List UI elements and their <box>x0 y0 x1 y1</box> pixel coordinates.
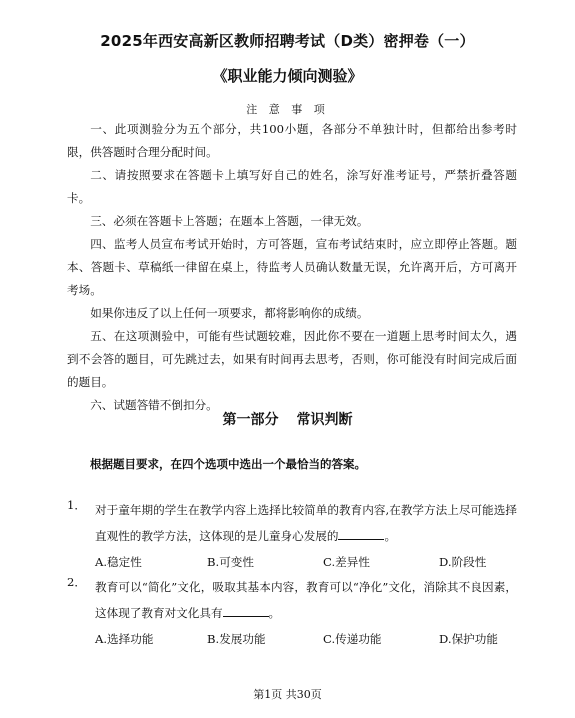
question-item <box>67 574 517 653</box>
section-instruction: 根据题目要求，在四个选项中选出一个最恰当的答案。 <box>90 457 366 471</box>
notice-item: 二、请按照要求在答题卡上填写好自己的姓名，涂写好准考证号，严禁折叠答题卡。 <box>67 168 517 205</box>
section-title <box>0 409 575 429</box>
answer-blank <box>338 527 384 540</box>
section-title-name: 常识判断 <box>296 412 353 428</box>
option-d: D.阶段性 <box>439 555 487 569</box>
option-a: A.选择功能 <box>95 632 154 646</box>
exam-subtitle: 《职业能力倾向测验》 <box>212 67 363 85</box>
question-item <box>67 497 517 576</box>
option-b: B.发展功能 <box>207 632 266 646</box>
exam-title: 2025年西安高新区教师招聘考试（D类）密押卷（一） <box>100 32 475 50</box>
notice-item: 六、试题答错不倒扣分。 <box>90 398 218 412</box>
option-a: A.稳定性 <box>95 555 142 569</box>
question-number: 1． <box>67 498 86 512</box>
option-c: C.差异性 <box>323 555 370 569</box>
section-title-part: 第一部分 <box>222 412 279 428</box>
option-list <box>67 631 517 653</box>
question-text <box>95 574 517 626</box>
question-stem: 教育可以“简化”文化，吸取其基本内容，教育可以“净化”文化，消除其不良因素，这体现了教育对文化具有 <box>95 580 517 620</box>
answer-blank <box>223 604 269 617</box>
page-number: 第1页 共30页 <box>253 688 322 701</box>
notice-item: 四、监考人员宣布考试开始时，方可答题，宣布考试结束时，应立即停止答题。题本、答题卡、草稿纸一律留在桌上，待监考人员确认数量无误，允许离开后，方可离开考场。 <box>67 237 517 297</box>
notice-item: 三、必须在答题卡上答题；在题本上答题，一律无效。 <box>90 214 369 228</box>
notice-heading: 注 意 事 项 <box>246 103 329 116</box>
notice-item: 五、在这项测验中，可能有些试题较难，因此你不要在一道题上思考时间太久，遇到不会答的题目，可先跳过去，如果有时间再去思考，否则，你可能没有时间完成后面的题目。 <box>67 329 517 389</box>
option-d: D.保护功能 <box>439 632 498 646</box>
notice-item: 如果你违反了以上任何一项要求，都将影响你的成绩。 <box>90 306 369 320</box>
notice-list <box>67 118 517 417</box>
question-text <box>95 497 517 549</box>
option-c: C.传递功能 <box>323 632 382 646</box>
question-stem: 对于童年期的学生在教学内容上选择比较简单的教育内容,在教学方法上尽可能选择直观性的教学方法，这体现的是儿童身心发展的 <box>95 503 517 543</box>
question-stem-end: 。 <box>384 529 397 543</box>
option-list <box>67 554 517 576</box>
question-stem-end: 。 <box>268 606 281 620</box>
question-number: 2． <box>67 575 86 589</box>
option-b: B.可变性 <box>207 555 254 569</box>
notice-item: 一、此项测验分为五个部分，共100小题，各部分不单独计时，但都给出参考时限，供答题时合理分配时间。 <box>67 122 517 159</box>
